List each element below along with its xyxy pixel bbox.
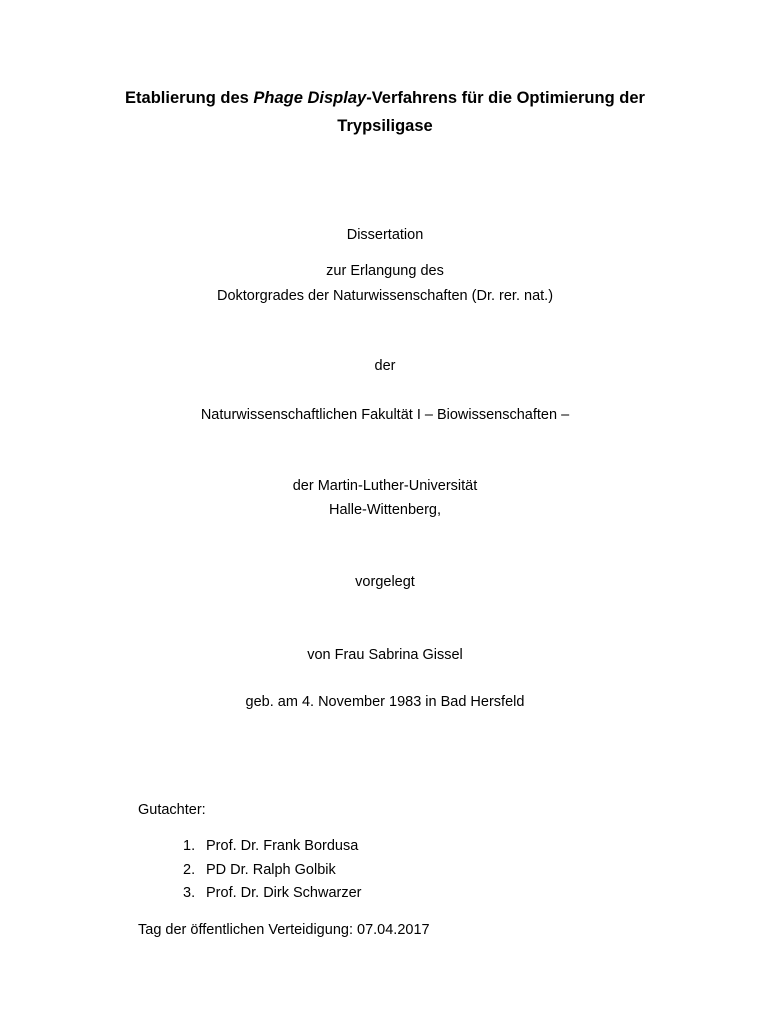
reviewers-label: Gutachter: — [138, 802, 206, 818]
thesis-title — [0, 84, 770, 140]
birth-line: geb. am 4. November 1983 in Bad Hersfeld — [245, 694, 525, 710]
reviewer-name: PD Dr. Ralph Golbik — [206, 861, 336, 878]
reviewers-list — [183, 835, 362, 906]
title-suffix: -Verfahrens für die Optimierung der — [366, 89, 645, 107]
faculty-line: Naturwissenschaftlichen Fakultät I – Biowissenschaften – — [200, 407, 570, 423]
list-item — [183, 882, 362, 906]
reviewer-name: Prof. Dr. Dirk Schwarzer — [206, 885, 362, 901]
thesis-title-line1 — [0, 84, 770, 112]
list-number: 2. — [183, 861, 196, 878]
purpose-line1: zur Erlangung des — [326, 263, 444, 279]
university-line2: Halle-Wittenberg, — [328, 502, 441, 518]
university-line1: der Martin-Luther-Universität — [292, 478, 478, 494]
title-italic-term: Phage Display — [253, 89, 367, 107]
list-item — [183, 835, 362, 859]
list-number: 3. — [183, 885, 196, 901]
thesis-title-line2: Trypsiligase — [337, 117, 433, 135]
defense-date-line: Tag der öffentlichen Verteidigung: 07.04.2017 — [138, 922, 430, 938]
document-type: Dissertation — [346, 227, 424, 243]
reviewer-name: Prof. Dr. Frank Bordusa — [206, 838, 359, 854]
submitted-line: vorgelegt — [355, 574, 415, 590]
list-number: 1. — [183, 838, 196, 854]
title-prefix: Etablierung des — [125, 89, 254, 107]
der-line: der — [374, 358, 396, 374]
purpose-line2: Doktorgrades der Naturwissenschaften (Dr. rer. nat.) — [216, 288, 554, 304]
author-line: von Frau Sabrina Gissel — [307, 647, 463, 663]
list-item — [183, 859, 362, 883]
